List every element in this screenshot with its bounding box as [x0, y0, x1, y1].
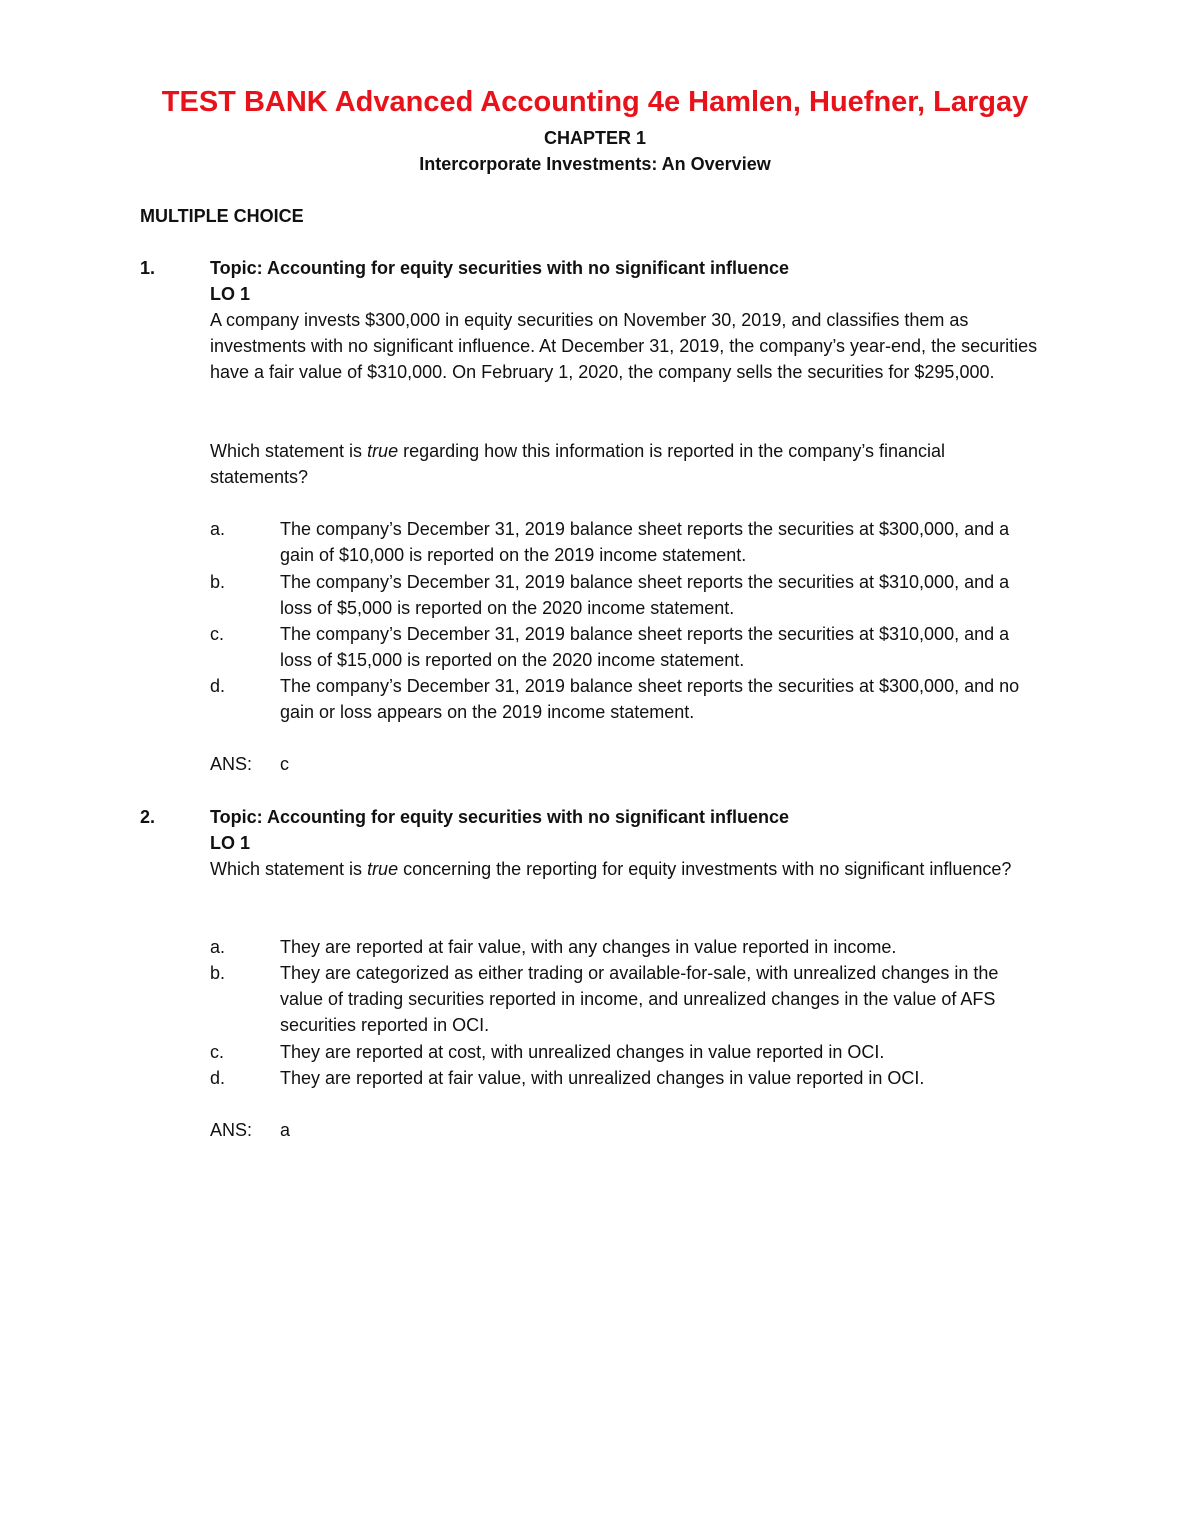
answer-label: ANS: [210, 1120, 253, 1140]
question-number: 2. [140, 807, 156, 827]
question-topic: Topic: Accounting for equity securities with no significant influence [210, 807, 790, 827]
learning-objective: LO 1 [210, 284, 251, 304]
document-title: TEST BANK Advanced Accounting 4e Hamlen, Huefner, Largay [161, 86, 1029, 118]
option-letter: b. [210, 572, 226, 592]
answer-line [210, 754, 289, 775]
answer-option [210, 1065, 1040, 1091]
option-text: The company’s December 31, 2019 balance sheet reports the securities at $300,000, and a gain of $10,000 is reported on the 2019 income statement. [280, 519, 1010, 565]
option-text: They are reported at fair value, with any changes in value reported in income. [280, 937, 897, 957]
prompt-text: Which statement is [210, 859, 368, 879]
prompt-text: Which statement is [210, 441, 368, 461]
option-letter: a. [210, 937, 226, 957]
question-topic: Topic: Accounting for equity securities with no significant influence [210, 258, 790, 278]
question-prompt [210, 856, 1040, 882]
question-prompt [210, 438, 1040, 490]
answer-value: a [280, 1120, 291, 1140]
chapter-subtitle: Intercorporate Investments: An Overview [419, 154, 771, 174]
option-letter: b. [210, 963, 226, 983]
prompt-emphasis: true [367, 859, 399, 879]
option-text: They are reported at cost, with unrealized changes in value reported in OCI. [280, 1042, 885, 1062]
answer-option [210, 673, 1040, 725]
answer-option [210, 960, 1040, 1038]
option-letter: d. [210, 1068, 226, 1088]
answer-option [210, 569, 1040, 621]
option-text: The company’s December 31, 2019 balance sheet reports the securities at $310,000, and a loss of $5,000 is reported on the 2020 income statement. [280, 572, 1010, 618]
answer-option [210, 1039, 1040, 1065]
option-text: They are categorized as either trading or available-for-sale, with unrealized changes in the value of trading securities reported in income, and unrealized changes in the value of AFS securities reported in OCI. [280, 963, 999, 1035]
chapter-heading: CHAPTER 1 [543, 128, 646, 148]
prompt-text: concerning the reporting for equity investments with no significant influence? [398, 859, 1012, 879]
answer-option [210, 621, 1040, 673]
answer-option [210, 934, 1040, 960]
option-letter: c. [210, 1042, 225, 1062]
option-letter: a. [210, 519, 226, 539]
prompt-text: regarding how this information is reported in the company’s financial statements? [210, 441, 946, 487]
option-text: They are reported at fair value, with unrealized changes in value reported in OCI. [280, 1068, 925, 1088]
option-text: The company’s December 31, 2019 balance sheet reports the securities at $300,000, and no gain or loss appears on the 2019 income statement. [280, 676, 1020, 722]
answer-value: c [280, 754, 289, 774]
answer-option [210, 516, 1040, 568]
question-stem: A company invests $300,000 in equity securities on November 30, 2019, and classifies them as investments with no significant influence. At December 31, 2019, the company’s year-end, the securities have a fair value of $310,000. On February 1, 2020, the company sells the securities for $295,000. [210, 310, 1038, 382]
prompt-emphasis: true [367, 441, 399, 461]
answer-line [210, 1120, 291, 1141]
answer-label: ANS: [210, 754, 253, 774]
option-text: The company’s December 31, 2019 balance sheet reports the securities at $310,000, and a loss of $15,000 is reported on the 2020 income statement. [280, 624, 1010, 670]
question-number: 1. [140, 258, 156, 278]
option-letter: c. [210, 624, 225, 644]
learning-objective: LO 1 [210, 833, 251, 853]
option-letter: d. [210, 676, 226, 696]
section-heading: MULTIPLE CHOICE [140, 206, 304, 226]
